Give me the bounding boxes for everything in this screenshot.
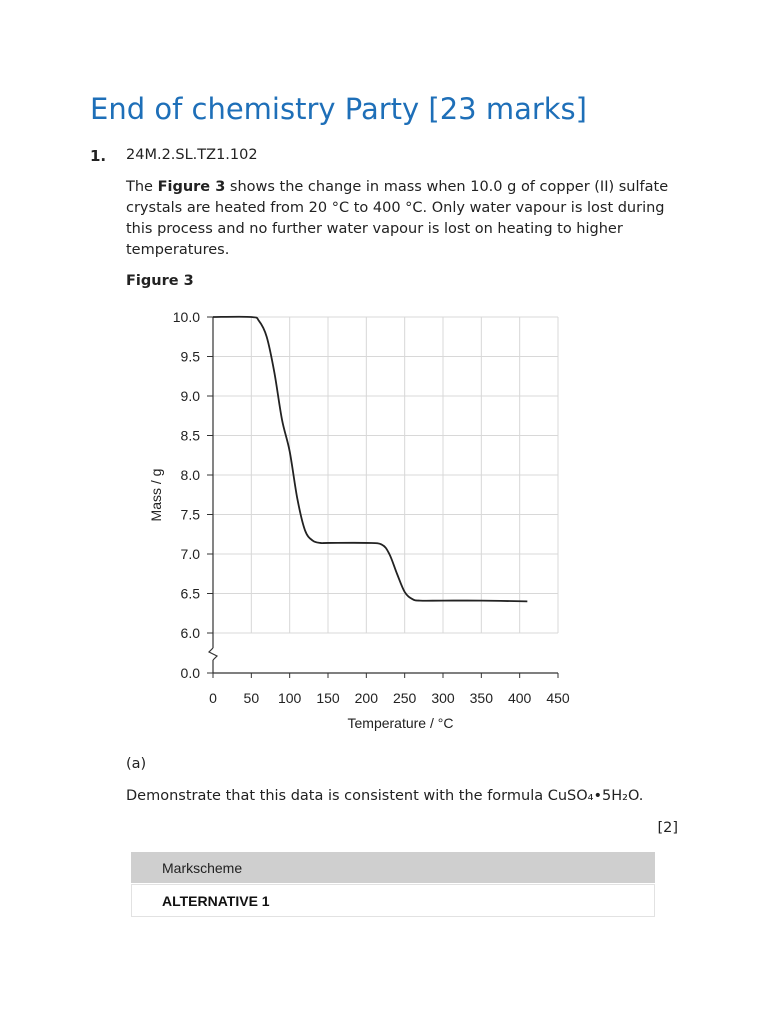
markscheme-header[interactable] xyxy=(131,852,655,883)
x-tick-label: 200 xyxy=(354,690,379,706)
y-tick-label: 9.0 xyxy=(180,388,200,404)
x-tick-label: 100 xyxy=(277,690,302,706)
question-code: 24M.2.SL.TZ1.102 xyxy=(126,147,258,163)
part-a-question: Demonstrate that this data is consistent with the formula CuSO₄•5H₂O. xyxy=(126,788,644,804)
question-number: 1. xyxy=(90,147,107,165)
x-tick-label: 300 xyxy=(431,690,455,706)
prompt-figure-ref: Figure 3 xyxy=(157,179,226,195)
y-axis-label: Mass / g xyxy=(148,468,164,522)
y-tick-label: 8.5 xyxy=(180,427,200,444)
mass-temperature-chart xyxy=(140,300,580,745)
x-axis-label: Temperature / °C xyxy=(347,715,454,731)
mass-series-line xyxy=(213,317,527,602)
prompt-suffix: shows the change in mass when 10.0 g of copper (II) sulfate crystals are heated from 20 °C to 400 °C. Only water vapour is lost during this process and no further water vapour is lost on heating to higher temperatures. xyxy=(126,179,669,258)
markscheme-row xyxy=(131,884,655,917)
part-a-label: (a) xyxy=(126,756,147,772)
x-tick-label: 150 xyxy=(316,690,340,706)
y-tick-label: 0.0 xyxy=(180,665,200,681)
question-prompt xyxy=(126,177,686,261)
y-tick-label: 10.0 xyxy=(172,309,200,325)
x-tick-label: 350 xyxy=(469,690,494,706)
y-tick-label: 6.5 xyxy=(180,585,200,602)
y-tick-label: 8.0 xyxy=(180,467,200,483)
markscheme-alternative-label: ALTERNATIVE 1 xyxy=(162,893,270,909)
page-title: End of chemistry Party [23 marks] xyxy=(90,92,587,126)
x-tick-label: 0 xyxy=(209,690,217,706)
x-tick-label: 400 xyxy=(507,690,532,706)
markscheme-header-label: Markscheme xyxy=(162,860,243,876)
y-tick-label: 9.5 xyxy=(180,348,200,365)
part-a-marks: [2] xyxy=(657,820,678,836)
x-tick-label: 450 xyxy=(546,690,570,706)
x-tick-label: 250 xyxy=(392,690,417,706)
y-tick-label: 7.5 xyxy=(180,506,200,523)
y-tick-label: 6.0 xyxy=(180,625,200,641)
axis-break-icon xyxy=(209,648,217,660)
prompt-prefix: The xyxy=(126,179,158,195)
y-tick-label: 7.0 xyxy=(180,546,200,562)
x-tick-label: 50 xyxy=(243,690,260,706)
figure-label: Figure 3 xyxy=(126,273,194,289)
